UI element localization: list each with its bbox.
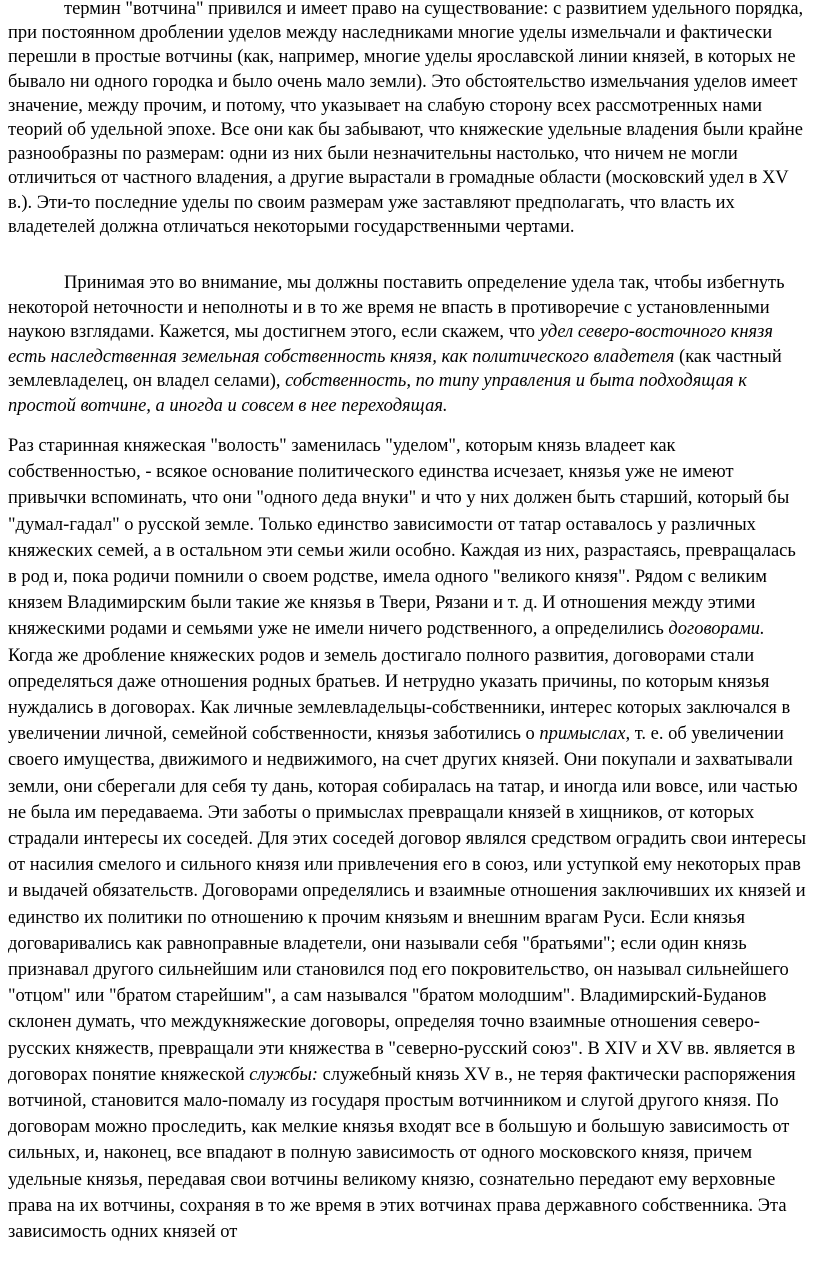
paragraph-1-text: термин "вотчина" привился и имеет право на существование: с развитием удельного порядка, при постоянном дроблении уделов между наследниками многие уделы измельчали и фактически перешли в простые вотчины (как, например, многие уделы ярославской линии князей, в которых не бывало ни одного городка и было очень мало земли). Это обстоятельство измельчания уделов имеет значение, между прочим, и потому, что указывает на слабую сторону всех рассмотренных нами теорий об удельной эпохе. Все они как бы забывают, что княжеские удельные владения были крайне разнообразны по размерам: одни из них были незначительны настолько, что ничем не могли отличиться от частного владения, а другие вырастали в громадные области (московский удел в XV в.). Эти-то последние уделы по своим размерам уже заставляют предполагать, что власть их владетелей должна отличаться некоторыми государственными чертами. — [8, 0, 804, 237]
paragraph-3-text-4: служебный князь XV в., не теряя фактически распоряжения вотчиной, становится мало-помалу из государя простым вотчинником и слугой другого князя. По договорам можно проследить, как мелкие князья входят все в большую и большую зависимость от сильных, и, наконец, все впадают в полную зависимость от одного московского князя, причем удельные князья, передавая свои вотчины великому князю, сознательно передают ему верховные права на их вотчины, сохраняя в то же время в этих вотчинах права державного собственника. Эта зависимость одних князей от — [8, 1064, 796, 1243]
paragraph-2 — [8, 271, 808, 418]
paragraph-2-italic-2: собственность, по типу управления и быта подходящая к простой вотчине, а иногда и совсем в нее переходящая. — [8, 371, 747, 416]
paragraph-1 — [8, 0, 808, 239]
paragraph-3-text-2: Когда же дробление княжеских родов и земель достигало полного развития, договорами стали определяться даже отношения родных братьев. И нетрудно указать причины, по которым князья нуждались в договорах. Как личные землевладельцы-собственники, интерес которых заключался в увеличении личной, семейной собственности, князья заботились о — [8, 645, 791, 745]
paragraph-3-italic-3: службы: — [249, 1064, 319, 1085]
paragraph-3-italic-1: договорами. — [668, 619, 765, 640]
paragraph-3-text-1: Раз старинная княжеская "волость" заменилась "уделом", которым князь владеет как собственностью, - всякое основание политического единства исчезает, князья уже не имеют привычки вспоминать, что они "одного деда внуки" и что у них должен быть старший, который бы "думал-гадал" о русской земле. Только единство зависимости от татар оставалось у различных княжеских семей, а в остальном эти семьи жили особно. Каждая из них, разрастаясь, превращалась в род и, пока родичи помнили о своем родстве, имела одного "великого князя". Рядом с великим князем Владимирским были такие же князья в Твери, Рязани и т. д. И отношения между этими княжескими родами и семьями уже не имели ничего родственного, а определились — [8, 436, 796, 640]
paragraph-3 — [8, 433, 808, 1245]
paragraph-3-text-3: т. е. об увеличении своего имущества, движимого и недвижимого, на счет других князей. Они покупали и захватывали земли, они сберегали для себя ту дань, которая собиралась на татар, и иногда или вовсе, или частью не была им передаваема. Эти заботы о примыслах превращали князей в хищников, от которых страдали интересы их соседей. Для этих соседей договор являлся средством оградить свои интересы от насилия смелого и сильного князя или привлечения его в союз, или уступкой ему некоторых прав и выдачей обязательств. Договорами определялись и взаимные отношения заключивших их князей и единство их политики по отношению к прочим князьям и внешним врагам Руси. Если князья договаривались как равноправные владетели, они называли себя "братьями"; если один князь признавал другого сильнейшим или становился под его покровительство, он называл сильнейшего "отцом" или "братом старейшим", а сам назывался "братом молодшим". Владимирский-Буданов склонен думать, что междукняжеские договоры, определяя точно взаимные отношения северо-русских княжеств, превращали эти княжества в "северно-русский союз". В XIV и XV вв. является в договорах понятие княжеской — [8, 724, 807, 1085]
paragraph-2-italic-1: удел северо-восточного князя есть наследственная земельная собственность князя, как политического владетеля — [8, 322, 773, 367]
paragraph-3-italic-2: примыслах, — [539, 724, 631, 745]
paragraph-2-text-1: Принимая это во внимание, мы должны поставить определение удела так, чтобы избегнуть некоторой неточности и неполноты и в то же время не впасть в противоречие с установленными наукою взглядами. Кажется, мы достигнем этого, если скажем, что — [8, 273, 785, 342]
paragraph-2-text-2: (как частный землевладелец, он владел селами), — [8, 346, 782, 391]
